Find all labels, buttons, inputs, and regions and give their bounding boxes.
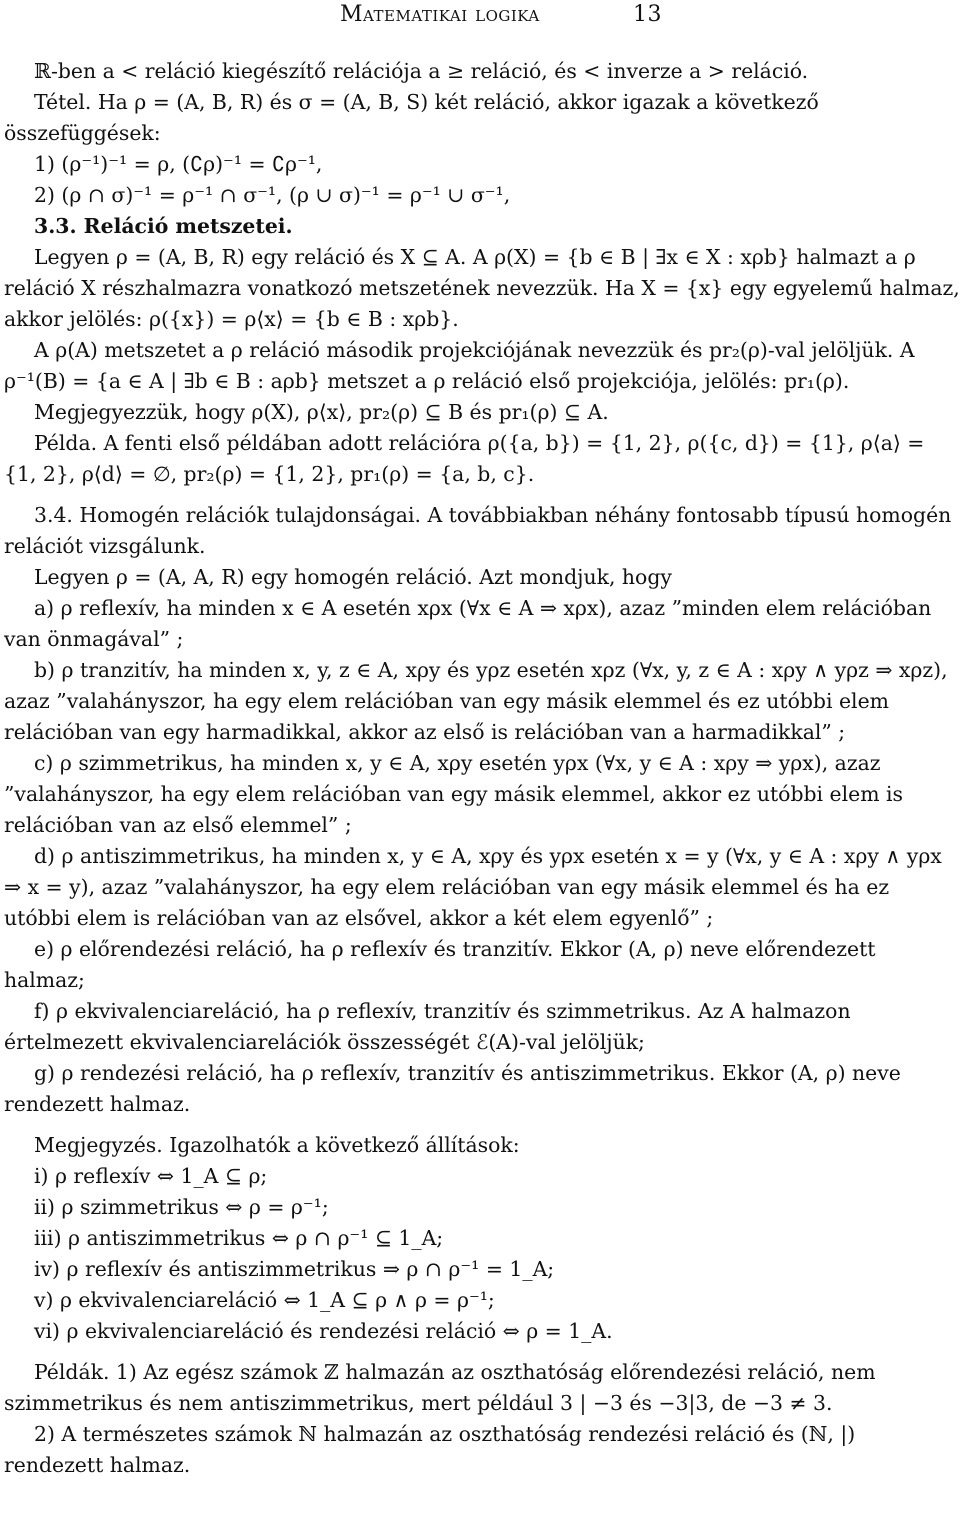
property-b-transitive: b) ρ tranzitív, ha minden x, y, z ∈ A, xρy és yρz esetén xρz (∀x, y, z ∈ A : xρy ∧ yρz ⇒ xρz), azaz ”valahányszor, ha egy elem relációban van egy másik elemmel és ez utóbbi elem relációban van egy harmadikkal, akkor az első is relációban van a harmadikkal” ; [4, 658, 948, 744]
paragraph-homogeneous: Legyen ρ = (A, A, R) egy homogén reláció. Azt mondjuk, hogy [34, 565, 672, 589]
page-number: 13 [633, 2, 662, 27]
page-body [4, 56, 960, 1481]
theorem-statement: Tétel. Ha ρ = (A, B, R) és σ = (A, B, S) két reláció, akkor igazak a következő összefüggések: [4, 90, 819, 145]
remark-item-v: v) ρ ekvivalenciareláció ⇔ 1_A ⊆ ρ ∧ ρ = ρ⁻¹; [34, 1288, 495, 1312]
spacer [4, 490, 960, 500]
remark-heading: Megjegyzés. Igazolhatók a következő állítások: [34, 1133, 520, 1157]
section-heading-3-4: 3.4. Homogén relációk tulajdonságai. A továbbiakban néhány fontosabb típusú homogén relációt vizsgálunk. [4, 503, 952, 558]
section-heading-3-3: 3.3. Reláció metszetei. [34, 214, 293, 238]
property-c-symmetric: c) ρ szimmetrikus, ha minden x, y ∈ A, xρy esetén yρx (∀x, y ∈ A : xρy ⇒ yρx), azaz ”valahányszor, ha egy elem relációban van egy másik elemmel, akkor ez utóbbi elem is relációban van az első elemmel” ; [4, 751, 904, 837]
remark-item-ii: ii) ρ szimmetrikus ⇔ ρ = ρ⁻¹; [34, 1195, 329, 1219]
paragraph-remark: Megjegyezzük, hogy ρ(X), ρ⟨x⟩, pr₂(ρ) ⊆ B és pr₁(ρ) ⊆ A. [34, 400, 609, 424]
property-g-order: g) ρ rendezési reláció, ha ρ reflexív, tranzitív és antiszimmetrikus. Ekkor (A, ρ) neve rendezett halmaz. [4, 1061, 901, 1116]
remark-item-iv: iv) ρ reflexív és antiszimmetrikus ⇒ ρ ∩ ρ⁻¹ = 1_A; [34, 1257, 555, 1281]
remark-item-vi: vi) ρ ekvivalenciareláció és rendezési reláció ⇔ ρ = 1_A. [34, 1319, 613, 1343]
spacer [4, 1120, 960, 1130]
examples-paragraph-2: 2) A természetes számok ℕ halmazán az oszthatóság rendezési reláció és (ℕ, |) rendezett halmaz. [4, 1422, 856, 1477]
remark-item-i: i) ρ reflexív ⇔ 1_A ⊆ ρ; [34, 1164, 268, 1188]
property-a-reflexive: a) ρ reflexív, ha minden x ∈ A esetén xρx (∀x ∈ A ⇒ xρx), azaz ”minden elem relációban van önmagával” ; [4, 596, 932, 651]
property-e-preorder: e) ρ előrendezési reláció, ha ρ reflexív és tranzitív. Ekkor (A, ρ) neve előrendezett halmaz; [4, 937, 876, 992]
examples-paragraph-1: Példák. 1) Az egész számok ℤ halmazán az oszthatóság előrendezési reláció, nem szimmetrikus és nem antiszimmetrikus, mert például 3 | −3 és −3|3, de −3 ≠ 3. [4, 1360, 876, 1415]
paragraph-projections: A ρ(A) metszetet a ρ reláció második projekciójának nevezzük és pr₂(ρ)-val jelöljük. A ρ⁻¹(B) = {a ∈ A | ∃b ∈ B : aρb} metszet a ρ reláció első projekciója, jelölés: pr₁(ρ). [4, 338, 915, 393]
remark-item-iii: iii) ρ antiszimmetrikus ⇔ ρ ∩ ρ⁻¹ ⊆ 1_A; [34, 1226, 444, 1250]
running-header [340, 2, 670, 27]
theorem-item-1: 1) (ρ⁻¹)⁻¹ = ρ, (∁ρ)⁻¹ = ∁ρ⁻¹, [34, 152, 323, 176]
paragraph-r-complement: ℝ-ben a < reláció kiegészítő relációja a ≥ reláció, és < inverze a > reláció. [34, 59, 809, 83]
theorem-item-2: 2) (ρ ∩ σ)⁻¹ = ρ⁻¹ ∩ σ⁻¹, (ρ ∪ σ)⁻¹ = ρ⁻¹ ∪ σ⁻¹, [34, 183, 511, 207]
property-f-equivalence: f) ρ ekvivalenciareláció, ha ρ reflexív, tranzitív és szimmetrikus. Az A halmazon értelmezett ekvivalenciarelációk összességét ℰ(A)-val jelöljük; [4, 999, 851, 1054]
paragraph-metszet-definition: Legyen ρ = (A, B, R) egy reláció és X ⊆ A. A ρ(X) = {b ∈ B | ∃x ∈ X : xρb} halmazt a ρ reláció X részhalmazra vonatkozó metszetének nevezzük. Ha X = {x} egy egyelemű halmaz, akkor jelölés: ρ({x}) = ρ⟨x⟩ = {b ∈ B : xρb}. [4, 245, 960, 331]
spacer [4, 1347, 960, 1357]
property-d-antisymmetric: d) ρ antiszimmetrikus, ha minden x, y ∈ A, xρy és yρx esetén x = y (∀x, y ∈ A : xρy ∧ yρx ⇒ x = y), azaz ”valahányszor, ha egy elem relációban van egy másik elemmel és ha ez utóbbi elem is relációban van az elsővel, akkor a két elem egyenlő” ; [4, 844, 942, 930]
paragraph-example: Példa. A fenti első példában adott relációra ρ({a, b}) = {1, 2}, ρ({c, d}) = {1}, ρ⟨a⟩ = {1, 2}, ρ⟨d⟩ = ∅, pr₂(ρ) = {1, 2}, pr₁(ρ) = {a, b, c}. [4, 431, 925, 486]
header-title: Matematikai logika [340, 2, 540, 27]
